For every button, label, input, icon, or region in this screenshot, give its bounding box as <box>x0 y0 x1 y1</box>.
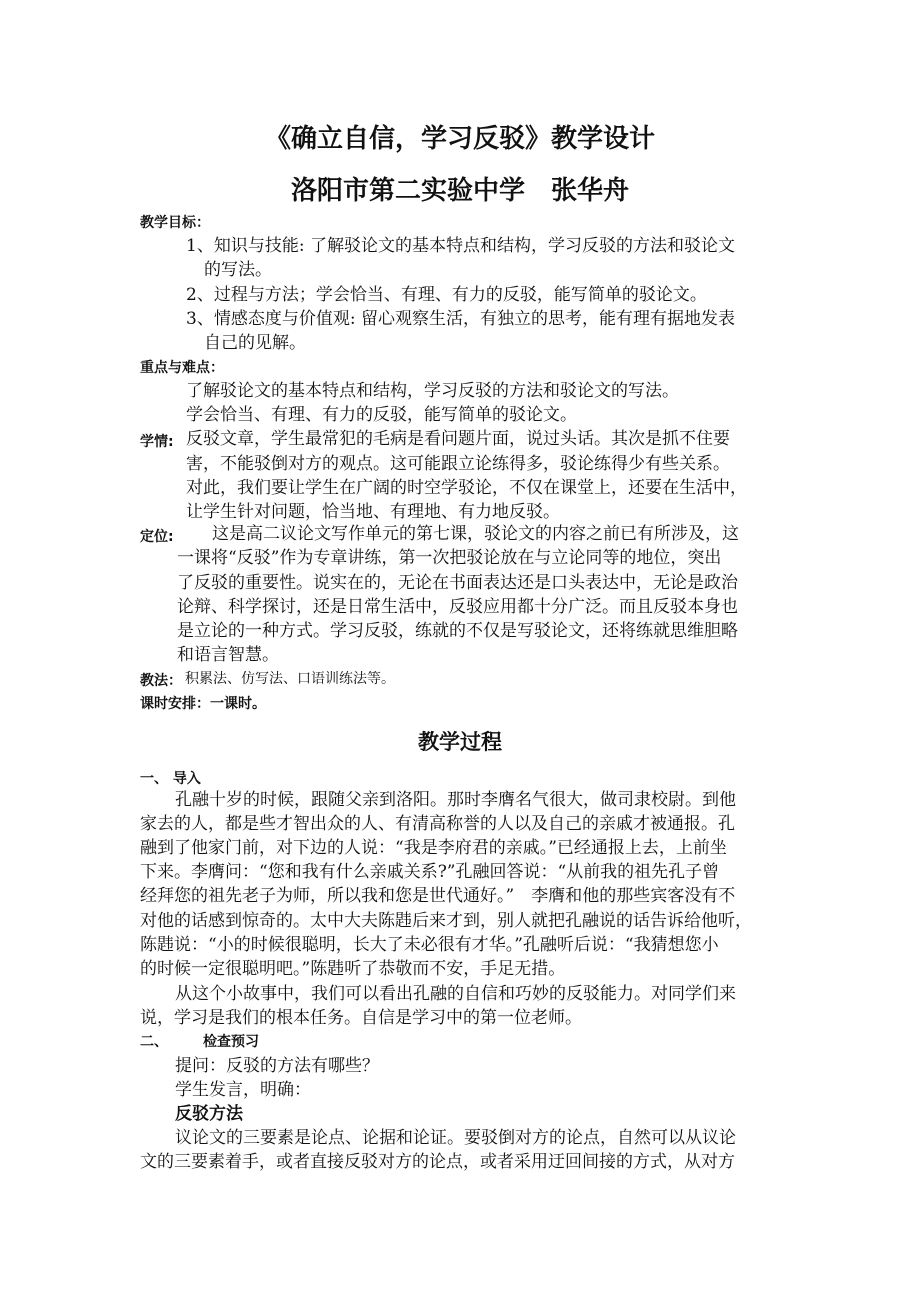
situation-line: 对此，我们要让学生在广阔的时空学驳论，不仅在课堂上，还要在生活中， <box>186 478 747 498</box>
process-title: 教学过程 <box>418 730 502 754</box>
position-line: 了反驳的重要性。说实在的，无论在书面表达还是口头表达中，无论是政治 <box>177 573 738 593</box>
section1-line: 的时候一定很聪明吧。”陈韪听了恭敬而不安，手足无措。 <box>140 959 566 979</box>
document-title: 《确立自信，学习反驳》教学设计 <box>264 124 655 154</box>
section1-line: 陈韪说：“小的时候很聪明，长大了未必很有才华。”孔融听后说：“我猜想您小 <box>140 935 719 955</box>
objectives-line: 3、情感态度与价值观: 留心观察生活，有独立的思考，能有理有据地发表 <box>186 309 735 329</box>
section1-line: 融到了他家门前，对下边的人说：“我是李府君的亲戚。”已经通报上去，上前坐 <box>140 838 727 858</box>
schedule-line: 课时安排：一课时。 <box>140 696 266 712</box>
section2-line: 文的三要素着手，或者直接反驳对方的论点，或者采用迂回间接的方式，从对方 <box>140 1152 735 1172</box>
objectives-line: 的写法。 <box>204 260 272 280</box>
position-line: 这是高二议论文写作单元的第七课，驳论文的内容之前已有所涉及，这 <box>212 524 739 544</box>
section2-number: 二、 <box>140 1034 168 1050</box>
position-line: 和语言智慧。 <box>177 645 279 665</box>
situation-line: 反驳文章，学生最常犯的毛病是看问题片面，说过头话。其次是抓不住要 <box>186 429 730 449</box>
section2-line: 学生发言，明确： <box>175 1080 311 1100</box>
section2-subheading: 反驳方法 <box>175 1104 243 1124</box>
section1-line: 下来。李膺问：“您和我有什么亲戚关系?”孔融回答说：“从前我的祖先孔子曾 <box>140 862 720 882</box>
key-points-line: 学会恰当、有理、有力的反驳，能写简单的驳论文。 <box>186 405 577 425</box>
objectives-heading: 教学目标： <box>140 215 210 231</box>
section1-line: 从这个小故事中，我们可以看出孔融的自信和巧妙的反驳能力。对同学们来 <box>175 984 736 1004</box>
situation-line: 让学生针对问题，恰当地、有理地、有力地反驳。 <box>186 502 560 522</box>
objectives-line: 2、过程与方法；学会恰当、有理、有力的反驳，能写简单的驳论文。 <box>186 285 707 305</box>
objectives-line: 自己的见解。 <box>204 333 306 353</box>
section1-line: 孔融十岁的时候，跟随父亲到洛阳。那时李膺名气很大，做司隶校尉。到他 <box>175 790 736 810</box>
section1-line: 经拜您的祖先老子为师，所以我和您是世代通好。” 李膺和他的那些宾客没有不 <box>140 886 736 906</box>
section2-line: 提问：反驳的方法有哪些？ <box>175 1056 379 1076</box>
position-label: 定位: <box>140 529 174 545</box>
methods-label: 教法： <box>140 673 182 689</box>
situation-label: 学情: <box>140 434 174 450</box>
section1-line: 对他的话感到惊奇的。太中大夫陈韪后来才到，别人就把孔融说的话告诉给他听， <box>140 911 752 931</box>
position-line: 是立论的一种方式。学习反驳，练就的不仅是写驳论文，还将练就思维胆略 <box>177 621 738 641</box>
objectives-line: 1、知识与技能: 了解驳论文的基本特点和结构，学习反驳的方法和驳论文 <box>186 236 735 256</box>
section1-line: 家去的人，都是些才智出众的人、有清高称誉的人以及自己的亲戚才被通报。孔 <box>140 814 735 834</box>
position-line: 论辩、科学探讨，还是日常生活中，反驳应用都十分广泛。而且反驳本身也 <box>177 597 738 617</box>
position-line: 一课将“反驳”作为专章讲练，第一次把驳论放在与立论同等的地位，突出 <box>177 548 722 568</box>
section2-heading: 检查预习 <box>203 1034 259 1050</box>
section1-heading: 一、 导入 <box>140 771 201 787</box>
section1-line: 说，学习是我们的根本任务。自信是学习中的第一位老师。 <box>140 1008 582 1028</box>
key-points-line: 了解驳论文的基本特点和结构，学习反驳的方法和驳论文的写法。 <box>186 381 679 401</box>
methods-text: 积累法、仿写法、口语训练法等。 <box>185 671 395 687</box>
key-points-heading: 重点与难点： <box>140 360 224 376</box>
author-line: 洛阳市第二实验中学 张华舟 <box>290 176 629 206</box>
section2-line: 议论文的三要素是论点、论据和论证。要驳倒对方的论点，自然可以从议论 <box>175 1128 736 1148</box>
situation-line: 害，不能驳倒对方的观点。这可能跟立论练得多，驳论练得少有些关系。 <box>186 454 730 474</box>
